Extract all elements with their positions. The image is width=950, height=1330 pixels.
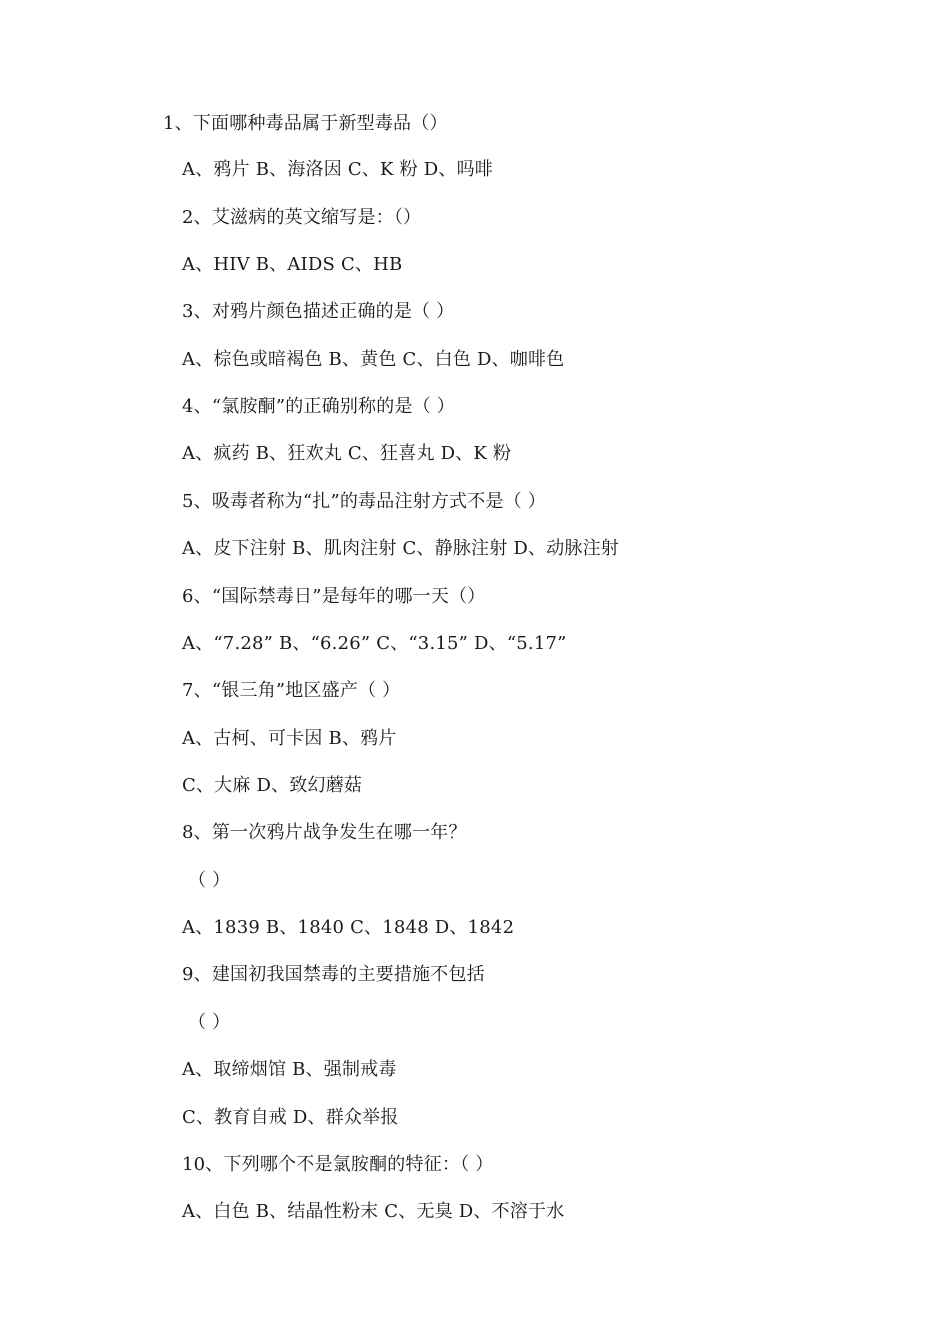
question-9: 9、建国初我国禁毒的主要措施不包括 — [182, 964, 485, 985]
question-7: 7、“银三角”地区盛产（ ） — [182, 680, 401, 701]
question-9-blank: （ ） — [188, 1012, 231, 1033]
question-2: 2、艾滋病的英文缩写是：（） — [182, 207, 422, 228]
question-4-options: A、疯药 B、狂欢丸 C、狂喜丸 D、K 粉 — [182, 443, 512, 464]
question-8-blank: （ ） — [188, 870, 231, 891]
question-2-options: A、HIV B、AIDS C、HB — [182, 254, 403, 275]
question-5: 5、吸毒者称为“扎”的毒品注射方式不是（ ） — [182, 491, 546, 512]
question-7-options-a-b: A、古柯、可卡因 B、鸦片 — [182, 728, 397, 749]
question-9-options-a-b: A、取缔烟馆 B、强制戒毒 — [182, 1059, 397, 1080]
question-8-options: A、1839 B、1840 C、1848 D、1842 — [182, 917, 515, 938]
question-9-options-c-d: C、教育自戒 D、群众举报 — [182, 1107, 399, 1128]
question-6: 6、“国际禁毒日”是每年的哪一天（） — [182, 586, 486, 607]
question-10: 10、下列哪个不是氯胺酮的特征：（ ） — [182, 1154, 494, 1175]
question-7-options-c-d: C、大麻 D、致幻蘑菇 — [182, 775, 363, 796]
question-1: 1、下面哪种毒品属于新型毒品（） — [163, 113, 448, 134]
question-5-options: A、皮下注射 B、肌肉注射 C、静脉注射 D、动脉注射 — [182, 538, 619, 559]
question-3: 3、对鸦片颜色描述正确的是（ ） — [182, 301, 455, 322]
question-4: 4、“氯胺酮”的正确别称的是（ ） — [182, 396, 455, 417]
question-3-options: A、棕色或暗褐色 B、黄色 C、白色 D、咖啡色 — [182, 349, 565, 370]
question-8: 8、第一次鸦片战争发生在哪一年？ — [182, 822, 467, 843]
question-1-options: A、鸦片 B、海洛因 C、K 粉 D、吗啡 — [182, 159, 493, 180]
question-6-options: A、“7.28” B、“6.26” C、“3.15” D、“5.17” — [182, 633, 567, 654]
question-10-options: A、白色 B、结晶性粉末 C、无臭 D、不溶于水 — [182, 1201, 565, 1222]
